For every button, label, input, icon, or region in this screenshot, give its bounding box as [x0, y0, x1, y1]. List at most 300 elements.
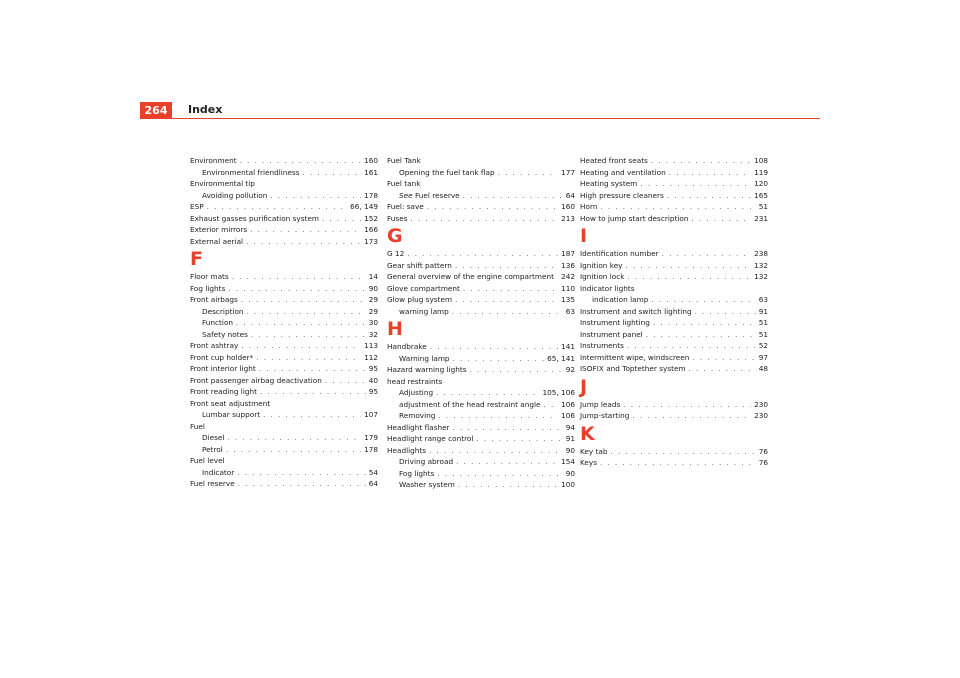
entry-term-text: External aerial: [190, 236, 244, 246]
section-letter: K: [580, 422, 595, 445]
index-entry: [580, 306, 768, 318]
leader-dots: [653, 317, 756, 329]
leader-dots: [207, 201, 347, 213]
entry-term: [387, 445, 426, 457]
leader-dots: [453, 422, 563, 434]
index-entry: [190, 271, 378, 283]
entry-term: [190, 352, 253, 364]
section-letter: F: [190, 248, 203, 270]
entry-term-text: High pressure cleaners: [580, 190, 664, 200]
index-entry: [190, 306, 378, 318]
entry-term: [202, 444, 223, 456]
leader-dots: [238, 478, 366, 490]
leader-dots: [611, 446, 756, 458]
index-entry: [387, 479, 575, 491]
entry-term-text: Keys: [580, 458, 598, 467]
leader-dots: [250, 224, 361, 236]
entry-term: [580, 306, 692, 318]
entry-term-text: Heating system: [580, 179, 638, 188]
entry-term-text: Warning lamp: [399, 353, 450, 363]
page-ref: 165: [754, 190, 768, 200]
page-ref: 135: [561, 295, 575, 304]
leader-dots: [651, 294, 755, 306]
index-entry: [387, 422, 575, 434]
index-entry: [387, 433, 575, 445]
index-entry: [580, 363, 768, 375]
index-entry: [190, 409, 378, 421]
leader-dots: [667, 190, 751, 202]
entry-term-text: Heating and ventilation: [580, 167, 666, 177]
index-entry: [387, 201, 575, 213]
entry-term-text: Fuses: [387, 213, 408, 223]
leader-dots: [453, 353, 545, 365]
entry-term-text: Intermittent wipe, windscreen: [580, 352, 690, 362]
index-entry: [387, 283, 575, 295]
page-ref: 160: [561, 202, 575, 211]
entry-term: [580, 271, 624, 283]
entry-term: [190, 201, 204, 213]
index-entry: [190, 444, 378, 456]
entry-term-text: adjustment of the head restraint angle: [399, 399, 541, 409]
entry-term-text: Headlights: [387, 445, 427, 455]
leader-dots: [325, 375, 366, 387]
entry-term: [202, 306, 244, 318]
index-entry: [580, 271, 768, 283]
entry-term-text: Indicator lights: [580, 283, 635, 293]
leader-dots: [263, 409, 361, 421]
entry-term-text: Washer system: [399, 480, 455, 489]
index-entry: [580, 294, 768, 306]
page-ref: 160: [364, 156, 378, 165]
leader-dots: [407, 248, 558, 260]
entry-term: [190, 213, 319, 225]
page-ref: 231: [754, 213, 768, 223]
entry-term-text: General overview of the engine compartment: [387, 272, 554, 281]
leader-dots: [627, 340, 756, 352]
index-column-1: [190, 155, 378, 490]
page-ref: 230: [754, 411, 768, 420]
page-ref: 132: [754, 272, 768, 281]
page-ref: 120: [754, 179, 768, 188]
entry-term: [580, 410, 629, 422]
index-entry: [580, 410, 768, 422]
index-entry: [190, 213, 378, 225]
entry-term: [592, 294, 648, 306]
entry-term: [387, 376, 442, 388]
leader-dots: [455, 260, 558, 272]
page-ref: 178: [364, 444, 378, 454]
page-ref: 30: [368, 318, 378, 327]
entry-term-text: Ignition key: [580, 260, 623, 270]
page-ref: 48: [758, 364, 768, 373]
page-ref: 94: [565, 422, 575, 432]
page-ref: 97: [758, 352, 768, 362]
header-rule: [172, 118, 820, 119]
index-entry: [387, 260, 575, 272]
leader-dots: [322, 213, 361, 225]
index-entry: [580, 283, 768, 295]
index-entry: [387, 387, 575, 399]
page-ref: 152: [364, 213, 378, 223]
index-entry: [387, 468, 575, 480]
entry-term: [190, 455, 225, 467]
entry-term: [387, 201, 424, 213]
entry-term: [399, 167, 495, 179]
leader-dots: [236, 317, 366, 329]
entry-term: [580, 457, 597, 469]
leader-dots: [646, 329, 756, 341]
index-entry: [190, 167, 378, 179]
entry-term-text: Front interior light: [190, 364, 256, 373]
entry-term-text: Safety notes: [202, 329, 248, 339]
index-entry: [580, 352, 768, 364]
leader-dots: [303, 167, 362, 179]
entry-term-text: Description: [202, 306, 244, 316]
entry-term: [580, 155, 648, 167]
page-ref: 76: [758, 446, 768, 456]
index-entry: [580, 213, 768, 225]
entry-term-text: Front passenger airbag deactivation: [190, 375, 322, 385]
entry-term: [387, 433, 473, 445]
entry-term-text: Exterior mirrors: [190, 225, 248, 234]
page-ref: 119: [754, 167, 768, 177]
entry-term-text: Instrument lighting: [580, 318, 650, 327]
index-entry: [580, 340, 768, 352]
entry-term: [580, 317, 650, 329]
index-entry: [387, 190, 575, 202]
section-letter: I: [580, 225, 588, 247]
index-entry: [190, 352, 378, 364]
entry-term: [190, 236, 243, 248]
entry-term: [387, 155, 421, 167]
entry-term: [399, 306, 449, 318]
index-entry: [190, 283, 378, 295]
entry-term: [202, 329, 248, 341]
entry-term: [190, 421, 205, 433]
page-ref: 54: [368, 467, 378, 477]
entry-term: [202, 317, 233, 329]
page-ref: 63: [758, 295, 768, 304]
entry-term-text: Removing: [399, 411, 436, 420]
leader-dots: [437, 468, 562, 480]
entry-term-text: Front airbags: [190, 295, 238, 304]
index-entry: [190, 224, 378, 236]
page-ref: 29: [368, 295, 378, 304]
leader-dots: [247, 306, 366, 318]
entry-term: [580, 178, 637, 190]
entry-term-text: Front ashtray: [190, 341, 239, 350]
index-entry: [580, 457, 768, 469]
page-ref: 106: [561, 411, 575, 420]
entry-term: [190, 386, 257, 398]
entry-term-text: Fuel: save: [387, 202, 424, 211]
entry-term: [387, 341, 427, 353]
leader-dots: [430, 341, 558, 353]
index-column-3: [580, 155, 768, 469]
entry-term-text: Headlight flasher: [387, 422, 450, 432]
section-letter: J: [580, 375, 588, 398]
entry-term-text: Indicator: [202, 467, 235, 477]
leader-dots: [452, 306, 563, 318]
page-ref: 213: [561, 213, 575, 223]
entry-term: [387, 178, 420, 190]
leader-dots: [544, 399, 559, 411]
leader-dots: [458, 479, 558, 491]
entry-term: [399, 387, 433, 399]
index-entry: [190, 478, 378, 490]
entry-term-text: Environmental friendliness: [202, 167, 300, 177]
index-entry: [387, 399, 575, 411]
index-entry: [190, 317, 378, 329]
leader-dots: [476, 433, 562, 445]
entry-term: [580, 446, 608, 458]
index-entry: [387, 341, 575, 353]
index-entry: [387, 456, 575, 468]
entry-term-text: Floor mats: [190, 272, 229, 281]
leader-dots: [463, 190, 563, 202]
entry-term-text: Handbrake: [387, 342, 427, 351]
page-ref: 95: [368, 387, 378, 396]
entry-term-text: indication lamp: [592, 295, 649, 304]
leader-dots: [436, 387, 539, 399]
entry-term: [580, 201, 597, 213]
leader-dots: [226, 444, 361, 456]
leader-dots: [256, 352, 361, 364]
index-entry: [387, 306, 575, 318]
entry-term: [387, 422, 450, 434]
index-entry: [190, 294, 378, 306]
page-ref: 91: [758, 306, 768, 316]
entry-term: [399, 410, 435, 422]
entry-term: [580, 340, 624, 352]
see-reference: See: [399, 190, 413, 200]
leader-dots: [429, 445, 563, 457]
index-entry: [387, 376, 575, 388]
entry-term: [387, 364, 467, 376]
page-ref: 51: [758, 202, 768, 211]
entry-term-text: Environment: [190, 156, 237, 165]
leader-dots: [456, 456, 558, 468]
entry-term-text: G 12: [387, 249, 405, 258]
leader-dots: [470, 364, 563, 376]
page-ref: 14: [368, 272, 378, 281]
page-ref: 113: [364, 341, 378, 350]
entry-term-text: Fuel Tank: [387, 156, 421, 165]
index-entry: [387, 167, 575, 179]
leader-dots: [240, 155, 361, 167]
index-entry: [190, 398, 378, 410]
entry-term: [580, 352, 689, 364]
entry-term: [190, 155, 237, 167]
leader-dots: [692, 352, 755, 364]
page-ref: 179: [364, 433, 378, 442]
entry-term-text: Front reading light: [190, 387, 257, 396]
page-ref: 40: [368, 375, 378, 385]
page-ref: 110: [561, 283, 575, 293]
index-entry: [580, 446, 768, 458]
section-letter: H: [387, 318, 403, 340]
entry-term: [399, 353, 450, 365]
leader-dots: [438, 410, 558, 422]
index-entry: [387, 213, 575, 225]
entry-term: [190, 340, 238, 352]
leader-dots: [455, 294, 558, 306]
entry-term: [190, 478, 235, 490]
entry-term: [387, 294, 452, 306]
entry-term-text: Heated front seats: [580, 156, 648, 165]
index-entry: [580, 178, 768, 190]
leader-dots: [689, 363, 756, 375]
page-ref: 90: [565, 445, 575, 455]
entry-term-text: Glow plug system: [387, 295, 453, 304]
entry-term-text: Gear shift pattern: [387, 260, 452, 270]
index-entry: [580, 260, 768, 272]
page-number: 264: [140, 102, 172, 119]
entry-term-text: Environmental tip: [190, 179, 255, 188]
entry-term-text: Diesel: [202, 433, 225, 442]
index-entry: [190, 190, 378, 202]
leader-dots: [270, 190, 361, 202]
entry-term: [399, 468, 434, 480]
entry-term-text: Front cup holder*: [190, 352, 254, 362]
page-ref: 242: [561, 272, 575, 281]
entry-term: [580, 260, 623, 272]
entry-term: [190, 398, 270, 410]
entry-term-text: Petrol: [202, 444, 223, 454]
entry-term-text: Instrument and switch lighting: [580, 306, 692, 316]
entry-term-text: Jump leads: [580, 399, 621, 409]
entry-term-text: Key tab: [580, 446, 608, 456]
entry-term: [399, 479, 455, 491]
entry-term-text: Horn: [580, 202, 598, 211]
entry-term-text: Fog lights: [399, 468, 435, 478]
entry-term-text: Opening the fuel tank flap: [399, 167, 495, 177]
leader-dots: [623, 399, 751, 411]
entry-term: [202, 167, 300, 179]
leader-dots: [627, 271, 751, 283]
entry-term: [580, 283, 635, 295]
entry-term-text: Fuel level: [190, 456, 225, 465]
page-ref: 90: [368, 283, 378, 293]
entry-term-text: Fog lights: [190, 283, 226, 293]
page-ref: 100: [561, 480, 575, 489]
entry-term-text: Adjusting: [399, 388, 434, 397]
page-ref: 154: [561, 457, 575, 466]
index-entry: [190, 178, 378, 190]
index-entry: [387, 353, 575, 365]
page-ref: 173: [364, 236, 378, 246]
page-ref: 32: [368, 329, 378, 339]
page-ref: 107: [364, 410, 378, 419]
leader-dots: [669, 167, 751, 179]
entry-term-text: Fuel reserve: [190, 479, 235, 488]
entry-term: [580, 213, 688, 225]
entry-term: [190, 271, 229, 283]
entry-term-text: Function: [202, 318, 234, 327]
leader-dots: [241, 340, 361, 352]
entry-term: [399, 456, 453, 468]
entry-term: [399, 190, 460, 202]
leader-dots: [498, 167, 558, 179]
entry-term: [190, 178, 255, 190]
entry-term: [190, 375, 322, 387]
page-ref: 29: [368, 306, 378, 316]
entry-term: [580, 167, 666, 179]
entry-term: [399, 399, 541, 411]
leader-dots: [662, 248, 751, 260]
entry-term: [387, 260, 452, 272]
entry-term: [190, 283, 225, 295]
index-entry: [387, 294, 575, 306]
entry-term-text: How to jump start description: [580, 213, 689, 223]
entry-term: [202, 409, 260, 421]
entry-term-text: ESP: [190, 202, 204, 211]
page-ref: 52: [758, 341, 768, 350]
index-entry: [387, 248, 575, 260]
index-entry: [580, 190, 768, 202]
entry-term-text: Instruments: [580, 341, 624, 350]
index-entry: [190, 375, 378, 387]
entry-term-text: Fuel tank: [387, 179, 421, 188]
index-entry: [190, 363, 378, 375]
index-entry: [580, 167, 768, 179]
entry-term: [387, 213, 408, 225]
section-letter: G: [387, 225, 403, 247]
entry-term: [580, 248, 659, 260]
leader-dots: [237, 467, 365, 479]
index-entry: [580, 399, 768, 411]
page-title: Index: [188, 103, 223, 116]
page-ref: 51: [758, 329, 768, 339]
page-ref: 91: [565, 434, 575, 443]
index-entry: [190, 421, 378, 433]
leader-dots: [632, 410, 751, 422]
index-entry: [387, 155, 575, 167]
entry-term-text: Identification number: [580, 249, 659, 258]
index-entry: [580, 317, 768, 329]
page-ref: 51: [758, 318, 768, 327]
page-ref: 178: [364, 190, 378, 200]
page-ref: 187: [561, 249, 575, 258]
leader-dots: [251, 329, 366, 341]
leader-dots: [411, 213, 559, 225]
entry-term-text: Glove compartment: [387, 283, 460, 293]
page-ref: 90: [565, 468, 575, 478]
page-ref: 64: [368, 479, 378, 488]
index-entry: [190, 340, 378, 352]
entry-term: [190, 224, 247, 236]
index-entry: [190, 455, 378, 467]
leader-dots: [246, 236, 361, 248]
leader-dots: [259, 363, 366, 375]
index-entry: [190, 386, 378, 398]
leader-dots: [691, 213, 751, 225]
entry-term: [387, 248, 404, 260]
page-ref: 166: [364, 225, 378, 234]
leader-dots: [260, 386, 366, 398]
index-entry: [190, 432, 378, 444]
leader-dots: [600, 457, 756, 469]
leader-dots: [228, 283, 365, 295]
entry-term: [580, 190, 664, 202]
index-entry: [387, 410, 575, 422]
entry-term-text: Headlight range control: [387, 434, 474, 443]
leader-dots: [427, 201, 558, 213]
entry-term-text: Instrument panel: [580, 329, 643, 339]
index-column-2: [387, 155, 575, 491]
index-entry: [387, 445, 575, 457]
entry-term-text: Hazard warning lights: [387, 365, 467, 374]
